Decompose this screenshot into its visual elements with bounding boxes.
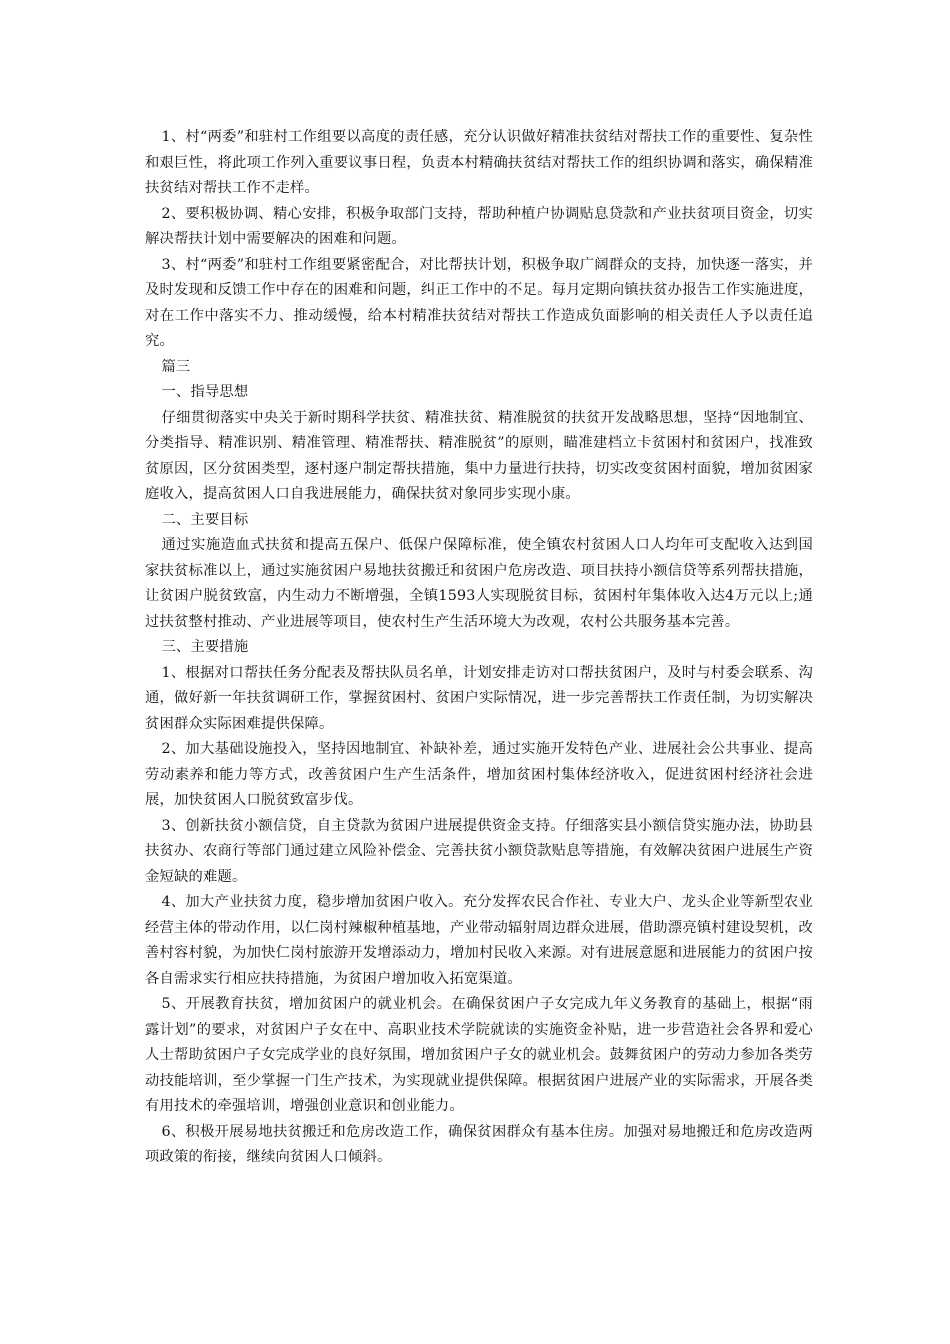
paragraph-1: 1、村“两委”和驻村工作组要以高度的责任感，充分认识做好精准扶贫结对帮扶工作的重要性、复杂性和艰巨性，将此项工作列入重要议事日程，负责本村精确扶贫结对帮扶工作的组织协调和落实，确保精准扶贫结对帮扶工作不走样。 <box>145 129 813 196</box>
paragraph-3: 3、村“两委”和驻村工作组要紧密配合，对比帮扶计划，积极争取广阔群众的支持，加快逐一落实，并及时发现和反馈工作中存在的困难和问题，纠正工作中的不足。每月定期向镇扶贫办报告工作实施进度，对在工作中落实不力、推动缓慢，给本村精准扶贫结对帮扶工作造成负面影响的相关责任人予以责任追究。 <box>145 256 813 349</box>
measure-item-4: 4、加大产业扶贫力度，稳步增加贫困户收入。充分发挥农民合作社、专业大户、龙头企业等新型农业经营主体的带动作用，以仁岗村辣椒种植基地，产业带动辐射周边群众进展，借助漂亮镇村建设契机，改善村容村貌，为加快仁岗村旅游开发增添动力，增加村民收入来源。对有进展意愿和进展能力的贫困户按各自需求实行相应扶持措施，为贫困户增加收入拓宽渠道。 <box>145 894 813 987</box>
measure-item-5: 5、开展教育扶贫，增加贫困户的就业机会。在确保贫困户子女完成九年义务教育的基础上，根据“雨露计划”的要求，对贫困户子女在中、高职业技术学院就读的实施资金补贴，进一步营造社会各界和爱心人士帮助贫困户子女完成学业的良好氛围，增加贫困户子女的就业机会。鼓舞贫困户的劳动力参加各类劳动技能培训，至少掌握一门生产技术，为实现就业提供保障。根据贫困户进展产业的实际需求，开展各类有用技术的牵强培训，增强创业意识和创业能力。 <box>145 996 813 1114</box>
measure-item-1: 1、根据对口帮扶任务分配表及帮扶队员名单，计划安排走访对口帮扶贫困户，及时与村委会联系、沟通，做好新一年扶贫调研工作，掌握贫困村、贫困户实际情况，进一步完善帮扶工作责任制，为切实解决贫困群众实际困难提供保障。 <box>145 664 813 732</box>
section-title-chapter-three: 篇三 <box>161 358 191 375</box>
paragraph-2: 2、要积极协调、精心安排，积极争取部门支持，帮助种植户协调贴息贷款和产业扶贫项目资金，切实解决帮扶计划中需要解决的困难和问题。 <box>145 205 813 247</box>
document-body <box>145 125 813 1171</box>
heading-main-goals: 二、主要目标 <box>161 511 249 528</box>
paragraph-guiding-ideology: 仔细贯彻落实中央关于新时期科学扶贫、精准扶贫、精准脱贫的扶贫开发战略思想，坚持“因地制宜、分类指导、精准识别、精准管理、精准帮扶、精准脱贫”的原则，瞄准建档立卡贫困村和贫困户，找准致贫原因，区分贫困类型，逐村逐户制定帮扶措施，集中力量进行扶持，切实改变贫困村面貌，增加贫困家庭收入，提高贫困人口自我进展能力，确保扶贫对象同步实现小康。 <box>145 409 813 502</box>
paragraph-main-goals: 通过实施造血式扶贫和提高五保户、低保户保障标准，使全镇农村贫困人口人均年可支配收入达到国家扶贫标准以上，通过实施贫困户易地扶贫搬迁和贫困户危房改造、项目扶持小额信贷等系列帮扶措施，让贫困户脱贫致富，内生动力不断增强，全镇1593人实现脱贫目标，贫困村年集体收入达4万元以上;通过扶贫整村推动、产业进展等项目，使农村生产生活环境大为改观，农村公共服务基本完善。 <box>145 537 813 630</box>
measure-item-6: 6、积极开展易地扶贫搬迁和危房改造工作，确保贫困群众有基本住房。加强对易地搬迁和危房改造两项政策的衔接，继续向贫困人口倾斜。 <box>145 1123 813 1165</box>
heading-guiding-ideology: 一、指导思想 <box>161 384 249 400</box>
measure-item-2: 2、加大基础设施投入，坚持因地制宜、补缺补差，通过实施开发特色产业、进展社会公共事业、提高劳动素养和能力等方式，改善贫困户生产生活条件，增加贫困村集体经济收入，促进贫困村经济社会进展，加快贫困人口脱贫致富步伐。 <box>145 741 813 808</box>
heading-main-measures: 三、主要措施 <box>161 639 249 655</box>
measure-item-3: 3、创新扶贫小额信贷，自主贷款为贫困户进展提供资金支持。仔细落实县小额信贷实施办法，协助县扶贫办、农商行等部门通过建立风险补偿金、完善扶贫小额贷款贴息等措施，有效解决贫困户进展生产资金短缺的难题。 <box>145 817 813 885</box>
